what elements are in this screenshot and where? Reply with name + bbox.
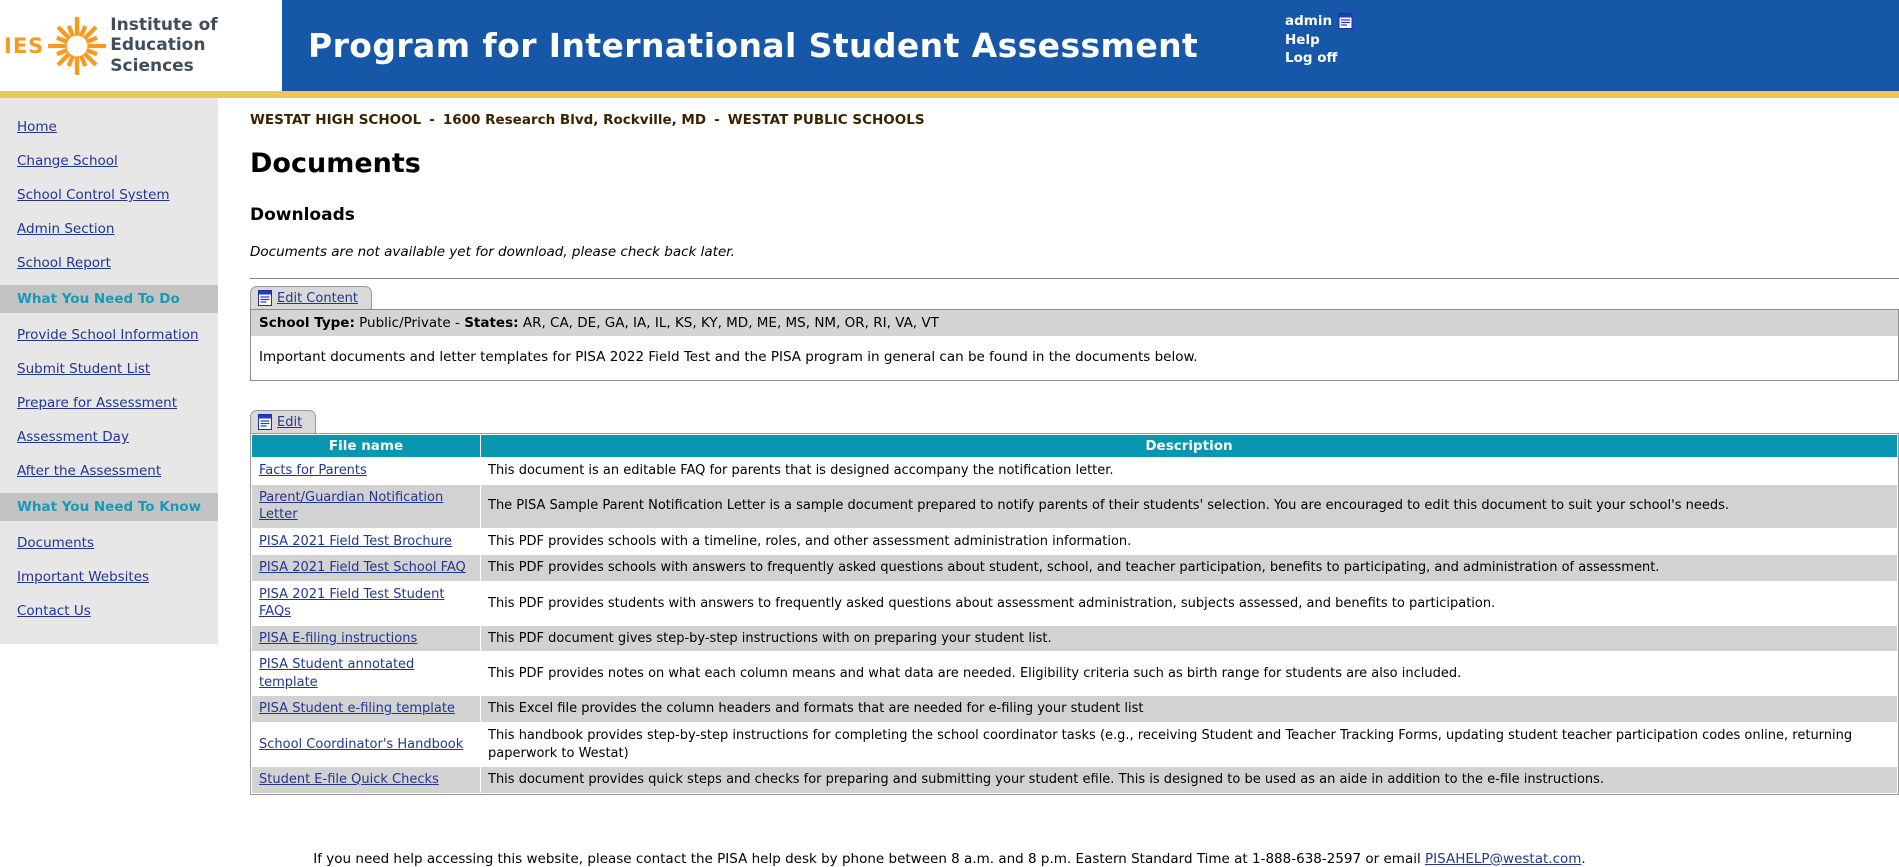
site-title: Program for International Student Assessment — [308, 26, 1199, 65]
sidebar-item-submit-student-list[interactable]: Submit Student List — [17, 361, 151, 377]
help-text-end: . — [1581, 850, 1586, 867]
file-description: This PDF provides schools with a timeline, roles, and other assessment administration information. — [481, 529, 1897, 555]
banner-blue-bar — [282, 0, 1899, 91]
school-type-value: Public/Private — [359, 315, 451, 331]
help-link[interactable] — [1285, 31, 1353, 50]
school-address: 1600 Research Blvd, Rockville, MD — [442, 112, 707, 128]
file-description: This PDF provides students with answers to frequently asked questions about assessment administration, subjects assessed, and benefits to participation. — [481, 582, 1897, 625]
admin-window-icon — [1338, 13, 1353, 29]
school-type-box — [250, 309, 1899, 381]
table-row — [252, 696, 1897, 722]
file-description: This Excel file provides the column headers and formats that are needed for e-filing your student list — [481, 696, 1897, 722]
edit-document-icon — [258, 290, 272, 306]
file-link[interactable]: Student E-file Quick Checks — [259, 772, 439, 788]
file-name-column-header: File name — [252, 435, 480, 457]
gold-divider-bar — [0, 91, 1899, 98]
main-content — [218, 98, 1899, 795]
logoff-label: Log off — [1285, 50, 1338, 66]
edit-content-tab[interactable] — [250, 286, 372, 309]
downloads-note: Documents are not available yet for download, please check back later. — [250, 244, 735, 260]
sidebar-item-school-report[interactable]: School Report — [17, 255, 111, 271]
school-type-row — [251, 310, 1898, 336]
file-description: This handbook provides step-by-step instructions for completing the school coordinator tasks (e.g., receiving Student and Teacher Tracking Forms, updating student teacher participation codes online, returning paperwork to Westat) — [481, 723, 1897, 766]
user-links — [1285, 12, 1353, 68]
admin-link[interactable] — [1285, 12, 1353, 31]
spacer — [250, 381, 1899, 403]
table-row — [252, 767, 1897, 793]
ies-org-line1: Institute of — [110, 15, 218, 36]
file-link[interactable]: School Coordinator's Handbook — [259, 736, 464, 752]
table-row — [252, 723, 1897, 766]
file-description: This document provides quick steps and checks for preparing and submitting your student efile. This is designed to be used as an aide in addition to the e-file instructions. — [481, 767, 1897, 793]
file-description: This PDF provides notes on what each column means and what data are needed. Eligibility criteria such as birth range for students are also included. — [481, 652, 1897, 695]
sidebar-item-admin-section[interactable]: Admin Section — [17, 221, 115, 237]
file-link[interactable]: Parent/Guardian Notification Letter — [259, 489, 444, 523]
edit-link[interactable]: Edit — [277, 414, 303, 430]
school-type-label: School Type: — [259, 315, 355, 331]
ies-org-line2: Education Sciences — [110, 35, 206, 76]
states-label: States: — [464, 315, 519, 331]
table-header-row — [252, 435, 1897, 457]
help-text: If you need help accessing this website, please contact the PISA help desk by phone between 8 a.m. and 8 p.m. Eastern Standard Time at 1-888-638-2597 or email — [313, 850, 1426, 867]
table-row — [252, 626, 1897, 652]
documents-table — [250, 433, 1899, 795]
edit-tab[interactable] — [250, 410, 316, 433]
sidebar-item-contact-us[interactable]: Contact Us — [17, 603, 91, 619]
file-link[interactable]: Facts for Parents — [259, 463, 367, 478]
sidebar-section-what-you-need-to-know: What You Need To Know — [0, 493, 218, 521]
sidebar-nav — [0, 98, 218, 644]
sunburst-icon — [46, 13, 108, 79]
type-separator: - — [455, 315, 460, 331]
file-description: The PISA Sample Parent Notification Letter is a sample document prepared to notify parents of their students' selection. You are encouraged to edit this document to suit your school's needs. — [481, 485, 1897, 528]
help-email-link[interactable]: PISAHELP@westat.com — [1425, 850, 1582, 867]
sidebar-item-assessment-day[interactable]: Assessment Day — [17, 429, 129, 445]
edit-document-icon — [258, 414, 272, 430]
logoff-link[interactable] — [1285, 49, 1353, 68]
school-district: WESTAT PUBLIC SCHOOLS — [727, 112, 925, 128]
table-row — [252, 485, 1897, 528]
description-column-header: Description — [481, 435, 1897, 457]
file-description: This document is an editable FAQ for parents that is designed accompany the notification letter. — [481, 458, 1897, 484]
school-info-line — [250, 112, 1899, 128]
sidebar-item-after-the-assessment[interactable]: After the Assessment — [17, 463, 162, 479]
separator: - — [714, 112, 720, 128]
sidebar-item-home[interactable]: Home — [17, 119, 57, 135]
states-value: AR, CA, DE, GA, IA, IL, KS, KY, MD, ME, MS, NM, OR, RI, VA, VT — [522, 315, 939, 331]
file-link[interactable]: PISA Student e-filing template — [259, 701, 455, 717]
intro-paragraph: Important documents and letter templates for PISA 2022 Field Test and the PISA program in general can be found in the documents below. — [251, 336, 1898, 380]
ies-logo — [0, 0, 282, 91]
file-link[interactable]: PISA 2021 Field Test Brochure — [259, 533, 452, 549]
separator: - — [429, 112, 435, 128]
file-link[interactable]: PISA Student annotated template — [259, 657, 415, 690]
help-label: Help — [1285, 31, 1320, 48]
horizontal-rule — [250, 278, 1899, 279]
file-link[interactable]: PISA 2021 Field Test Student FAQs — [259, 586, 445, 620]
page-title: Documents — [250, 148, 421, 179]
table-row — [252, 652, 1897, 695]
file-link[interactable]: PISA 2021 Field Test School FAQ — [259, 560, 466, 576]
sidebar-item-change-school[interactable]: Change School — [17, 153, 118, 169]
ies-org-name — [110, 15, 282, 75]
file-description: This PDF provides schools with answers to frequently asked questions about student, school, and teacher participation, benefits to participating, and administration of assessment. — [481, 555, 1897, 581]
file-description: This PDF document gives step-by-step instructions with on preparing your student list. — [481, 626, 1897, 652]
ies-logo-text: IES — [4, 33, 45, 58]
table-row — [252, 582, 1897, 625]
sidebar-item-provide-school-information[interactable]: Provide School Information — [17, 327, 199, 343]
table-row — [252, 458, 1897, 484]
help-footer — [0, 851, 1899, 867]
table-row — [252, 555, 1897, 581]
top-banner — [0, 0, 1899, 91]
sidebar-item-documents[interactable]: Documents — [17, 535, 94, 551]
sidebar-item-prepare-for-assessment[interactable]: Prepare for Assessment — [17, 395, 177, 411]
downloads-heading: Downloads — [250, 205, 355, 225]
sidebar-item-school-control-system[interactable]: School Control System — [17, 187, 170, 203]
file-link[interactable]: PISA E-filing instructions — [259, 630, 418, 646]
edit-content-link[interactable]: Edit Content — [277, 290, 359, 306]
school-name: WESTAT HIGH SCHOOL — [250, 112, 422, 128]
sidebar-item-important-websites[interactable]: Important Websites — [17, 569, 150, 585]
table-row — [252, 529, 1897, 555]
admin-label: admin — [1285, 13, 1333, 29]
sidebar-section-what-you-need-to-do: What You Need To Do — [0, 285, 218, 313]
